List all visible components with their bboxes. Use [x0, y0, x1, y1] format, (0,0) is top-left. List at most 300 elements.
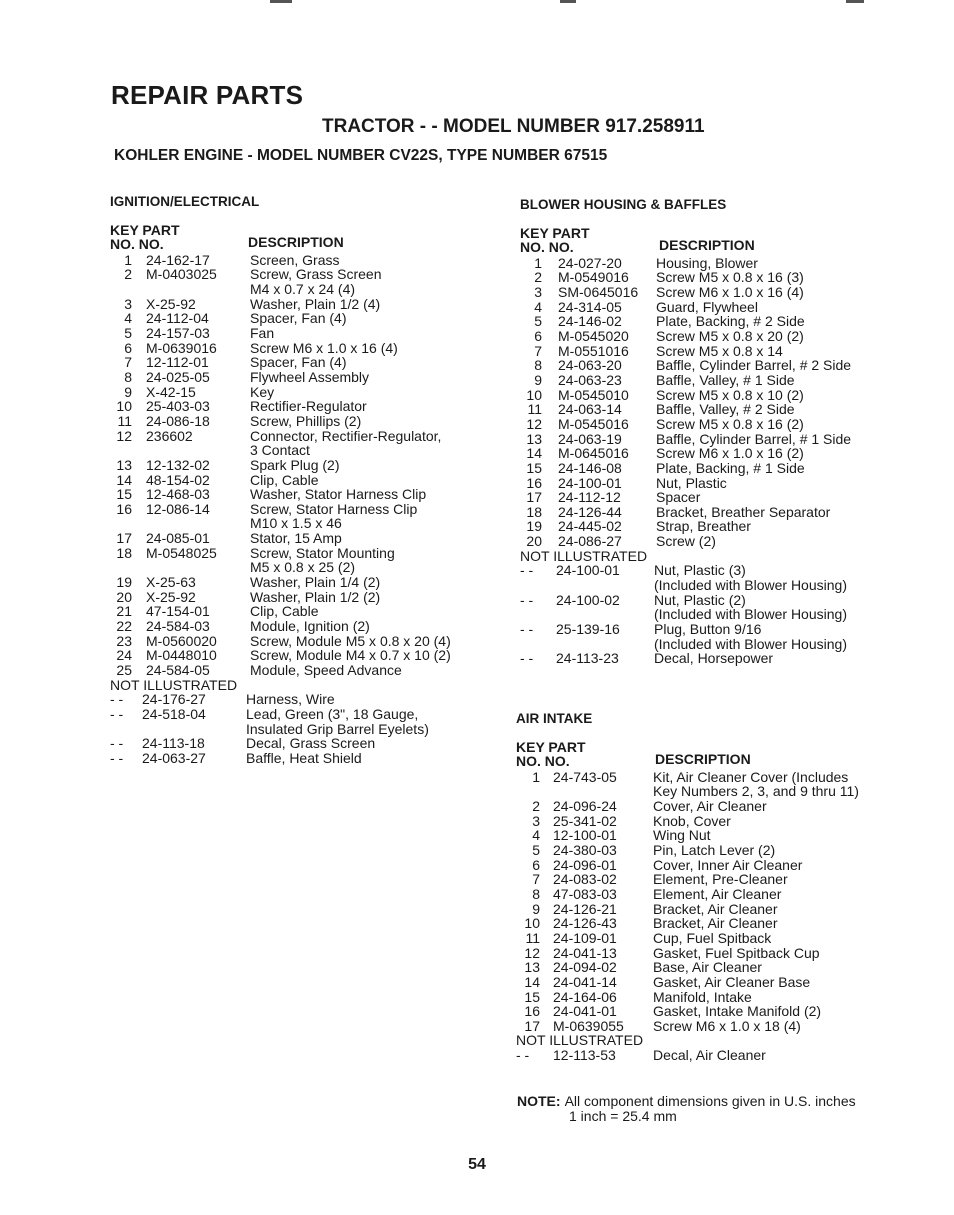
- description-line: Screw M5 x 0.8 x 10 (2): [656, 386, 804, 403]
- key-number: 9: [534, 371, 542, 388]
- part-row: [520, 446, 851, 461]
- part-number: 24-126-44: [558, 503, 622, 520]
- part-row: [516, 946, 859, 961]
- part-row: [520, 519, 851, 534]
- key-number: 10: [526, 386, 542, 403]
- part-number: 24-025-05: [146, 368, 210, 385]
- key-number: 2: [534, 269, 542, 286]
- part-description: [250, 341, 398, 356]
- part-description: [250, 487, 426, 502]
- key-number: 7: [532, 871, 540, 888]
- key-number: 7: [534, 342, 542, 359]
- column-header: [520, 226, 851, 256]
- part-row: [110, 648, 451, 663]
- key-number: 14: [526, 445, 542, 462]
- part-description: [656, 534, 716, 549]
- part-row: [110, 414, 451, 429]
- description-line: (Included with Blower Housing): [654, 606, 847, 623]
- part-number: X-42-15: [146, 383, 196, 400]
- part-number: 24-112-12: [558, 489, 621, 506]
- description-line: 3 Contact: [250, 442, 310, 459]
- description-line: Screw, Stator Harness Clip: [250, 500, 418, 517]
- key-number: 4: [534, 298, 542, 315]
- part-row: [520, 505, 851, 520]
- part-row: [516, 960, 859, 975]
- section-title: AIR INTAKE: [516, 711, 593, 726]
- part-row: [516, 1004, 859, 1019]
- key-number: 19: [526, 518, 542, 535]
- not-illustrated-row: [520, 563, 851, 592]
- part-number: 24-113-23: [556, 650, 619, 667]
- part-number: 24-126-21: [553, 900, 617, 917]
- key-number: - -: [520, 650, 534, 667]
- key-number: 9: [124, 383, 132, 400]
- part-row: [516, 770, 859, 799]
- page-title: REPAIR PARTS: [111, 80, 304, 110]
- part-description: [653, 828, 711, 843]
- description-line: Screw M6 x 1.0 x 16 (4): [656, 283, 804, 300]
- part-row: [110, 385, 451, 400]
- description-line: Screw, Phillips (2): [250, 412, 362, 429]
- section-title: IGNITION/ELECTRICAL: [110, 194, 260, 209]
- part-number: 24-096-01: [553, 856, 617, 873]
- part-number: 24-584-03: [146, 618, 210, 635]
- description-header: DESCRIPTION: [248, 233, 344, 250]
- key-number: 12: [116, 427, 132, 444]
- key-part-header: KEY PART: [516, 738, 586, 755]
- part-number: 12-132-02: [146, 456, 210, 473]
- key-number: 4: [532, 827, 540, 844]
- part-number: 24-100-01: [556, 562, 620, 579]
- part-row: [110, 663, 451, 678]
- description-line: Plug, Button 9/16: [654, 621, 762, 638]
- part-row: [520, 314, 851, 329]
- description-line: Plate, Backing, # 1 Side: [656, 459, 805, 476]
- description-line: Washer, Stator Harness Clip: [250, 486, 427, 503]
- part-description: [654, 622, 847, 651]
- description-line: Baffle, Cylinder Barrel, # 1 Side: [656, 430, 852, 447]
- part-description: [656, 388, 804, 403]
- description-line: Washer, Plain 1/2 (2): [250, 588, 381, 605]
- part-row: [516, 887, 859, 902]
- column-header: [516, 740, 859, 770]
- part-number: 24-126-43: [553, 915, 617, 932]
- part-number: 24-164-06: [553, 988, 617, 1005]
- description-line: Flywheel Assembly: [250, 368, 370, 385]
- key-number: 8: [532, 885, 540, 902]
- key-number: 23: [116, 632, 132, 649]
- crop-mark: [270, 0, 292, 3]
- key-number: 20: [116, 588, 132, 605]
- part-row: [516, 916, 859, 931]
- description-line: Rectifier-Regulator: [250, 398, 367, 415]
- description-line: (Included with Blower Housing): [654, 635, 847, 652]
- key-number: 5: [532, 841, 540, 858]
- part-description: [250, 648, 451, 663]
- part-row: [516, 799, 859, 814]
- description-line: Key: [250, 383, 275, 400]
- part-row: [520, 490, 851, 505]
- description-line: Housing, Blower: [656, 254, 758, 271]
- part-number: M-0639055: [553, 1017, 624, 1034]
- part-number: 24-041-14: [553, 973, 617, 990]
- description-line: Washer, Plain 1/4 (2): [250, 574, 381, 591]
- part-number: 24-314-05: [558, 298, 622, 315]
- description-line: Stator, 15 Amp: [250, 530, 342, 547]
- description-line: Strap, Breather: [656, 518, 751, 535]
- not-illustrated-row: [520, 593, 851, 622]
- key-number: - -: [110, 735, 124, 752]
- section-ignition-electrical: [110, 195, 451, 766]
- not-illustrated-list: [520, 563, 851, 666]
- description-line: Screw M5 x 0.8 x 14: [656, 342, 783, 359]
- not-illustrated-row: [520, 622, 851, 651]
- part-description: [250, 634, 451, 649]
- part-row: [110, 531, 451, 546]
- part-description: [653, 990, 752, 1005]
- part-number: 24-380-03: [553, 841, 617, 858]
- description-line: Baffle, Heat Shield: [246, 749, 362, 766]
- key-number: 25: [116, 662, 132, 679]
- part-row: [110, 604, 451, 619]
- key-number: 2: [124, 266, 132, 283]
- part-description: [250, 253, 339, 268]
- part-description: [656, 461, 805, 476]
- key-number: 17: [116, 530, 132, 547]
- key-number: 11: [527, 401, 542, 418]
- part-row: [110, 502, 451, 531]
- not-illustrated-row: [520, 651, 851, 666]
- description-line: Connector, Rectifier-Regulator,: [250, 427, 442, 444]
- part-row: [110, 267, 451, 296]
- part-number: 25-341-02: [553, 812, 617, 829]
- page-number: 54: [468, 1156, 486, 1173]
- not-illustrated-list: [110, 692, 451, 765]
- description-line: Harness, Wire: [246, 691, 335, 708]
- key-number: 3: [124, 295, 132, 312]
- description-line: Screen, Grass: [250, 251, 340, 268]
- key-number: - -: [110, 691, 124, 708]
- no-no-header: NO. NO.: [110, 235, 164, 252]
- description-line: Decal, Horsepower: [654, 650, 774, 667]
- part-number: M-0551016: [558, 342, 629, 359]
- key-number: 13: [526, 430, 542, 447]
- part-number: 24-743-05: [553, 768, 617, 785]
- part-number: 24-063-27: [142, 749, 206, 766]
- description-line: Spacer, Fan (4): [250, 354, 347, 371]
- part-description: [246, 751, 362, 766]
- key-number: 9: [532, 900, 540, 917]
- part-number: 24-146-02: [558, 313, 622, 330]
- description-line: Manifold, Intake: [653, 988, 752, 1005]
- part-description: [250, 502, 417, 531]
- part-row: [516, 872, 859, 887]
- key-number: 5: [124, 324, 132, 341]
- key-number: 15: [116, 486, 132, 503]
- description-line: Baffle, Valley, # 1 Side: [656, 371, 795, 388]
- part-description: [656, 314, 805, 329]
- part-number: 25-403-03: [146, 398, 210, 415]
- part-row: [516, 1019, 859, 1034]
- part-description: [656, 490, 700, 505]
- part-description: [653, 770, 859, 799]
- part-row: [110, 297, 451, 312]
- part-description: [250, 385, 274, 400]
- part-row: [110, 619, 451, 634]
- part-number: M-0448010: [146, 647, 217, 664]
- key-number: 14: [524, 973, 540, 990]
- part-row: [516, 843, 859, 858]
- description-line: M4 x 0.7 x 24 (4): [250, 280, 356, 297]
- description-line: Screw, Stator Mounting: [250, 544, 395, 561]
- section-blower-housing: [520, 198, 851, 666]
- part-description: [250, 297, 380, 312]
- part-description: [656, 285, 804, 300]
- not-illustrated-row: [110, 692, 451, 707]
- description-line: Key Numbers 2, 3, and 9 thru 11): [653, 783, 859, 800]
- description-line: Decal, Air Cleaner: [653, 1047, 766, 1064]
- description-line: Screw, Module M4 x 0.7 x 10 (2): [250, 647, 451, 664]
- part-row: [110, 473, 451, 488]
- part-description: [250, 458, 339, 473]
- part-description: [250, 414, 361, 429]
- part-row: [520, 344, 851, 359]
- part-number: X-25-63: [146, 574, 196, 591]
- part-number: 12-468-03: [146, 486, 210, 503]
- key-number: 6: [532, 856, 540, 873]
- description-header: DESCRIPTION: [659, 236, 755, 253]
- part-description: [250, 575, 380, 590]
- description-line: Spark Plug (2): [250, 456, 340, 473]
- not-illustrated-label: NOT ILLUSTRATED: [110, 676, 238, 693]
- part-description: [656, 505, 830, 520]
- part-row: [516, 902, 859, 917]
- key-number: 8: [534, 357, 542, 374]
- description-line: M5 x 0.8 x 25 (2): [250, 559, 356, 576]
- key-number: 6: [124, 339, 132, 356]
- description-line: Nut, Plastic: [656, 474, 727, 491]
- part-description: [654, 651, 773, 666]
- key-number: - -: [520, 621, 534, 638]
- part-description: [250, 473, 318, 488]
- section-title: BLOWER HOUSING & BAFFLES: [520, 197, 727, 212]
- description-line: M10 x 1.5 x 46: [250, 515, 342, 532]
- key-number: 18: [526, 503, 542, 520]
- part-description: [246, 692, 335, 707]
- key-number: 12: [526, 415, 542, 432]
- key-number: 22: [116, 618, 132, 635]
- part-row: [520, 270, 851, 285]
- part-description: [656, 519, 751, 534]
- part-number: 24-176-27: [142, 691, 206, 708]
- description-line: Base, Air Cleaner: [653, 959, 762, 976]
- part-number: 24-445-02: [558, 518, 622, 535]
- parts-list: [110, 253, 451, 678]
- part-number: M-0545010: [558, 386, 629, 403]
- section-air-intake: [516, 712, 859, 1063]
- part-description: [656, 300, 758, 315]
- key-number: 17: [526, 489, 542, 506]
- part-number: 24-094-02: [553, 959, 617, 976]
- part-description: [250, 399, 367, 414]
- part-number: 24-100-01: [558, 474, 622, 491]
- part-number: 48-154-02: [146, 471, 210, 488]
- part-description: [250, 429, 441, 458]
- key-number: 8: [124, 368, 132, 385]
- part-number: 24-146-08: [558, 459, 622, 476]
- description-line: Element, Pre-Cleaner: [653, 871, 788, 888]
- part-number: 24-086-27: [558, 533, 622, 550]
- part-row: [520, 476, 851, 491]
- part-number: M-0403025: [146, 266, 217, 283]
- description-line: Clip, Cable: [250, 603, 319, 620]
- description-line: Gasket, Intake Manifold (2): [653, 1003, 822, 1020]
- key-number: 13: [116, 456, 132, 473]
- part-number: 24-086-18: [146, 412, 210, 429]
- key-number: 4: [124, 310, 132, 327]
- not-illustrated-row: [110, 751, 451, 766]
- key-number: - -: [110, 706, 124, 722]
- part-number: 24-096-24: [553, 797, 617, 814]
- parts-list: [520, 256, 851, 549]
- part-row: [516, 814, 859, 829]
- part-description: [250, 590, 380, 605]
- part-number: M-0545020: [558, 327, 629, 344]
- key-number: 3: [532, 812, 540, 829]
- key-number: - -: [516, 1047, 530, 1064]
- part-number: M-0560020: [146, 632, 217, 649]
- no-no-header: NO. NO.: [516, 752, 570, 769]
- description-line: Nut, Plastic (3): [654, 562, 746, 579]
- description-line: Screw, Grass Screen: [250, 266, 382, 283]
- description-line: Gasket, Fuel Spitback Cup: [653, 944, 820, 961]
- part-description: [653, 858, 802, 873]
- description-line: Pin, Latch Lever (2): [653, 841, 776, 858]
- description-line: Screw M5 x 0.8 x 16 (3): [656, 269, 804, 286]
- description-line: Lead, Green (3", 18 Gauge,: [246, 706, 419, 722]
- part-description: [653, 843, 775, 858]
- part-description: [654, 563, 847, 592]
- key-number: 1: [534, 254, 542, 271]
- part-number: 24-041-13: [553, 944, 617, 961]
- part-number: 12-112-01: [146, 354, 209, 371]
- description-line: Kit, Air Cleaner Cover (Includes: [653, 768, 849, 785]
- part-description: [250, 267, 382, 296]
- key-number: 13: [524, 959, 540, 976]
- part-row: [520, 329, 851, 344]
- part-description: [653, 902, 778, 917]
- part-description: [250, 370, 369, 385]
- key-number: 11: [117, 412, 132, 429]
- part-row: [110, 370, 451, 385]
- part-description: [656, 329, 804, 344]
- part-description: [250, 546, 395, 575]
- part-row: [520, 388, 851, 403]
- part-number: 47-083-03: [553, 885, 617, 902]
- part-row: [520, 373, 851, 388]
- key-number: 11: [525, 929, 540, 946]
- part-number: 24-518-04: [142, 706, 206, 722]
- description-line: Fan: [250, 324, 275, 341]
- dimensions-note: [517, 1094, 856, 1124]
- part-description: [246, 736, 375, 751]
- not-illustrated-row: [110, 736, 451, 751]
- part-row: [110, 429, 451, 458]
- description-line: Cup, Fuel Spitback: [653, 929, 772, 946]
- description-line: Element, Air Cleaner: [653, 885, 782, 902]
- key-part-header: KEY PART: [110, 221, 180, 238]
- part-description: [656, 358, 851, 373]
- part-description: [653, 887, 781, 902]
- description-line: Screw M5 x 0.8 x 20 (2): [656, 327, 804, 344]
- part-description: [653, 799, 767, 814]
- part-row: [516, 931, 859, 946]
- description-line: Insulated Grip Barrel Eyelets): [246, 720, 429, 737]
- part-description: [656, 417, 804, 432]
- description-line: Screw M5 x 0.8 x 16 (2): [656, 415, 804, 432]
- key-number: 15: [526, 459, 542, 476]
- key-number: 24: [116, 647, 132, 664]
- part-row: [110, 399, 451, 414]
- part-number: 47-154-01: [146, 603, 210, 620]
- part-number: M-0548025: [146, 544, 217, 561]
- part-number: M-0545016: [558, 415, 629, 432]
- key-number: 12: [524, 944, 540, 961]
- part-description: [656, 476, 727, 491]
- part-description: [653, 814, 731, 829]
- description-line: Baffle, Valley, # 2 Side: [656, 401, 795, 418]
- part-row: [516, 858, 859, 873]
- not-illustrated-label: NOT ILLUSTRATED: [520, 547, 648, 564]
- key-number: 2: [532, 797, 540, 814]
- description-line: Knob, Cover: [653, 812, 731, 829]
- part-number: 236602: [146, 427, 193, 444]
- key-number: 6: [534, 327, 542, 344]
- part-description: [653, 931, 771, 946]
- key-number: 16: [116, 500, 132, 517]
- description-line: Nut, Plastic (2): [654, 591, 746, 608]
- part-description: [656, 344, 783, 359]
- key-number: 17: [524, 1017, 540, 1034]
- description-line: Gasket, Air Cleaner Base: [653, 973, 811, 990]
- key-number: 10: [116, 398, 132, 415]
- part-row: [110, 487, 451, 502]
- description-line: Screw (2): [656, 533, 716, 550]
- description-line: Screw M6 x 1.0 x 18 (4): [653, 1017, 801, 1034]
- part-number: 24-100-02: [556, 591, 620, 608]
- key-number: 18: [116, 544, 132, 561]
- key-number: 3: [534, 283, 542, 300]
- part-description: [656, 270, 804, 285]
- key-number: 5: [534, 313, 542, 330]
- key-number: 15: [524, 988, 540, 1005]
- part-description: [250, 311, 347, 326]
- key-number: 1: [124, 251, 132, 268]
- not-illustrated-row: [110, 707, 451, 736]
- description-line: Module, Speed Advance: [250, 662, 402, 679]
- note-label: NOTE:: [517, 1093, 561, 1109]
- part-description: [250, 663, 402, 678]
- part-row: [520, 432, 851, 447]
- part-number: 24-085-01: [146, 530, 210, 547]
- tractor-model-heading: TRACTOR - - MODEL NUMBER 917.258911: [322, 116, 705, 137]
- part-description: [250, 326, 274, 341]
- part-row: [520, 285, 851, 300]
- part-description: [653, 916, 778, 931]
- part-row: [520, 461, 851, 476]
- description-line: Guard, Flywheel: [656, 298, 758, 315]
- description-line: Bracket, Breather Separator: [656, 503, 831, 520]
